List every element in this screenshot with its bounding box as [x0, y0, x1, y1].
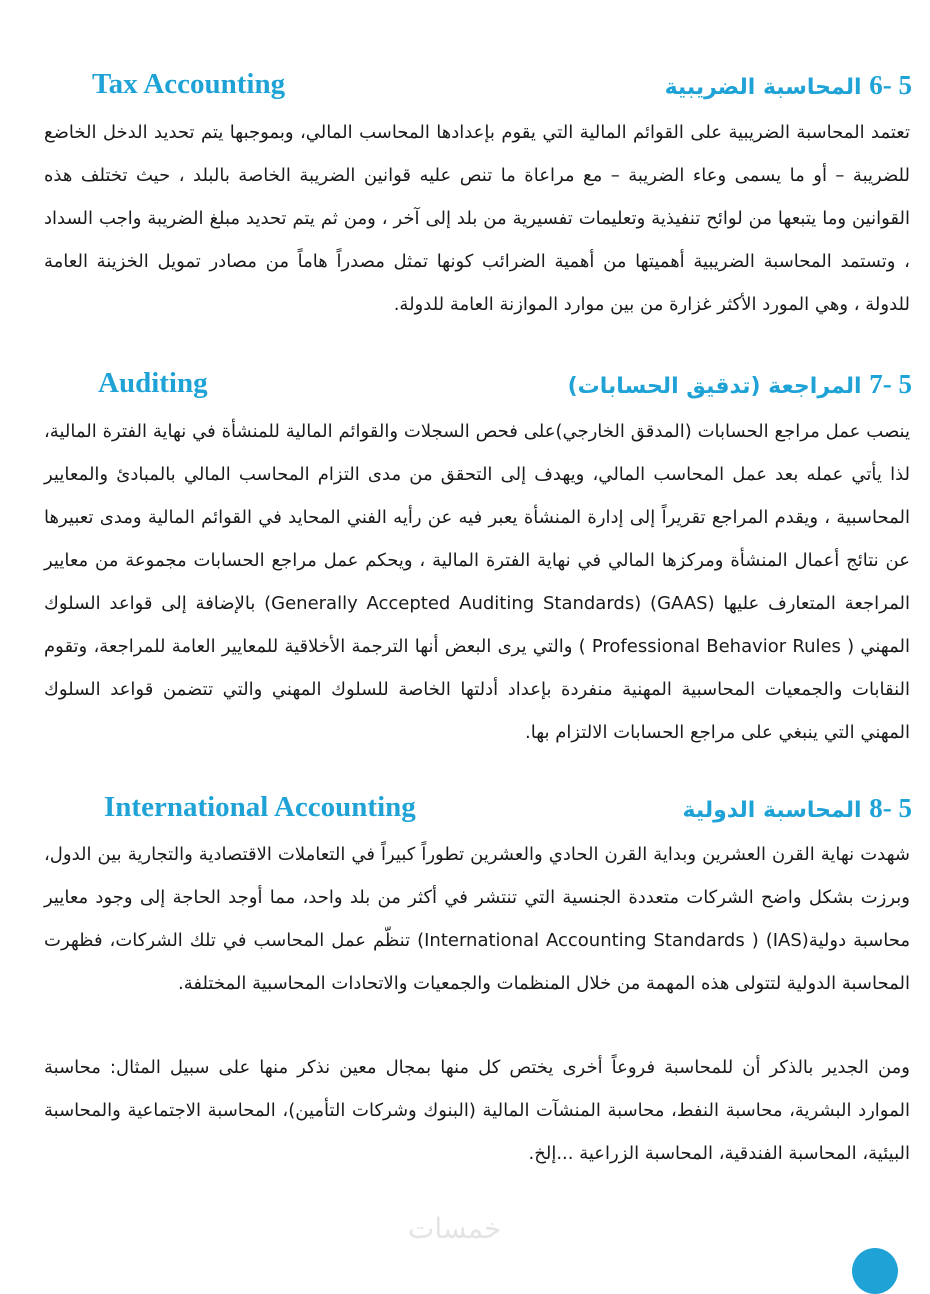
watermark: خمسات — [408, 1212, 502, 1245]
section-heading-international-accounting — [88, 791, 912, 831]
section-heading-auditing — [88, 367, 912, 407]
arabic-title-text: المحاسبة الضريبية — [664, 75, 862, 100]
english-title: Tax Accounting — [92, 68, 286, 100]
page-number-badge — [852, 1248, 898, 1294]
section-heading-tax-accounting — [88, 68, 912, 108]
paragraph-tax-accounting: تعتمد المحاسبة الضريبية على القوائم المالية التي يقوم بإعدادها المحاسب المالي، وبموجبها يتم تحديد الدخل الخاضع للضريبة – أو ما يسمى وعاء الضريبة – مع مراعاة ما تنص عليه قوانين الضريبة الخاصة بالبلد ، حيث تختلف هذه القوانين وما يتبعها من لوائح تنفيذية وتعليمات تفسيرية من بلد إلى آخر ، ومن ثم يتم تحديد مبلغ الضريبة واجب السداد ، وتستمد المحاسبة الضريبية أهميتها من أهمية الضرائب كونها تمثل مصدراً هاماً من مصادر تمويل الخزينة العامة للدولة ، وهي المورد الأكثر غزارة من بين موارد الموازنة العامة للدولة. — [44, 122, 910, 315]
paragraph-auditing: ينصب عمل مراجع الحسابات (المدقق الخارجي)على فحص السجلات والقوائم المالية للمنشأة في نهاية الفترة المالية، لذا يأتي عمله بعد عمل المحاسب المالي، ويهدف إلى التحقق من مدى التزام المحاسب المالي بالمبادئ والمعايير المحاسبية ، ويقدم المراجع تقريراً إلى إدارة المنشأة يعبر فيه عن رأيه الفني المحايد في القوائم المالية ومدى تعبيرها عن نتائج أعمال المنشأة ومركزها المالي في نهاية الفترة المالية ، ويحكم عمل مراجع الحسابات مجموعة من معايير المراجعة المتعارف عليها (GAAS) (Generally Accepted Auditing Standards) بالإضافة إلى قواعد السلوك المهني ( Professional Behavior Rules ) والتي يرى البعض أنها الترجمة الأخلاقية للمعايير العامة للمراجعة، وتقوم النقابات والجمعيات المحاسبية المهنية منفردة بإعداد أدلتها الخاصة للسلوك المهني والتي تتضمن قواعد السلوك المهني التي ينبغي على مراجع الحسابات الالتزام بها. — [44, 421, 910, 743]
paragraph-international-accounting: شهدت نهاية القرن العشرين وبداية القرن الحادي والعشرين تطوراً كبيراً في التعاملات الاقتصادية والتجارية بين الدول، وبرزت بشكل واضح الشركات متعددة الجنسية التي تنتشر في أكثر من بلد واحد، مما أوجد الحاجة إلى وجود معايير محاسبة دولية(IAS) ( International Accounting Standards) تنظّم عمل المحاسب في تلك الشركات، فظهرت المحاسبة الدولية لتتولى هذه المهمة من خلال المنظمات والجمعيات والاتحادات المحاسبية المختلفة. — [44, 844, 910, 994]
english-title: International Accounting — [104, 791, 416, 823]
english-title: Auditing — [98, 367, 208, 399]
section-number: 5 -8 — [869, 793, 912, 823]
arabic-title — [683, 793, 912, 824]
arabic-title — [665, 70, 912, 101]
arabic-title-text: المحاسبة الدولية — [682, 798, 862, 823]
section-number: 5 -6 — [869, 70, 912, 100]
arabic-title-text: المراجعة (تدقيق الحسابات) — [567, 374, 862, 399]
arabic-title — [568, 369, 912, 400]
section-number: 5 -7 — [869, 369, 912, 399]
paragraph-other-branches: ومن الجدير بالذكر أن للمحاسبة فروعاً أخرى يختص كل منها بمجال معين نذكر منها على سبيل المثال: محاسبة الموارد البشرية، محاسبة النفط، محاسبة المنشآت المالية (البنوك وشركات التأمين)، المحاسبة الاجتماعية والمحاسبة البيئية، المحاسبة الفندقية، المحاسبة الزراعية ...إلخ. — [44, 1057, 910, 1164]
